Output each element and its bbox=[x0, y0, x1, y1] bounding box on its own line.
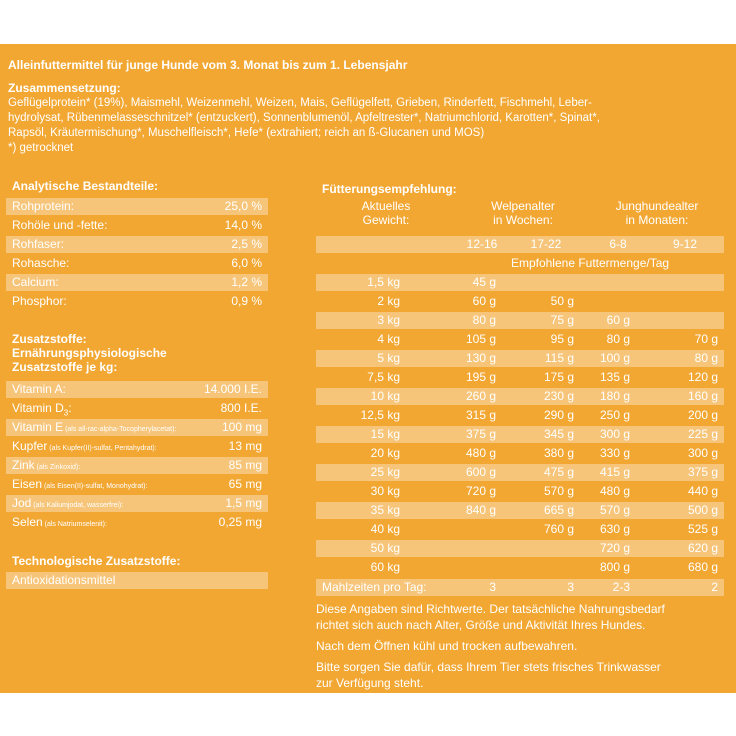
product-info-panel bbox=[0, 44, 736, 693]
weight-cell: 40 kg bbox=[370, 522, 400, 536]
amount-cell: 620 g bbox=[687, 541, 718, 555]
amount-cell: 315 g bbox=[465, 408, 496, 422]
amount-cell: 260 g bbox=[465, 389, 496, 403]
additive-row: Vitamin E (als all-rac-alpha-Tocopherylacetat): 100 mg bbox=[6, 419, 268, 436]
amount-cell: 95 g bbox=[550, 332, 574, 346]
note-text: Bitte sorgen Sie dafür, dass Ihrem Tier stets frisches Trinkwasser bbox=[316, 660, 661, 674]
amount-cell: 60 g bbox=[472, 294, 496, 308]
amount-cell: 760 g bbox=[543, 522, 574, 536]
amount-cell: 135 g bbox=[599, 370, 630, 384]
additives-heading: Zusatzstoffe je kg: bbox=[12, 360, 118, 374]
feeding-row bbox=[316, 369, 724, 386]
note-text: Diese Angaben sind Richtwerte. Der tatsächliche Nahrungsbedarf bbox=[316, 602, 665, 616]
weight-cell: 30 kg bbox=[370, 484, 400, 498]
amount-cell: 380 g bbox=[543, 446, 574, 460]
amount-cell: 70 g bbox=[694, 332, 718, 346]
meals-row: Mahlzeiten pro Tag: 3 3 2-3 2 bbox=[316, 579, 724, 596]
additive-row: Zink (als Zinkoxid): 85 mg bbox=[6, 457, 268, 474]
feeding-row bbox=[316, 559, 724, 576]
age-range-row: 12-16 17-22 6-8 9-12 bbox=[316, 236, 724, 253]
composition-line: Rapsöl, Kräutermischung*, Muschelfleisch*, Hefe* (extrahiert; reich an ß-Glucanen und MOS) bbox=[8, 127, 485, 139]
weight-cell: 60 kg bbox=[370, 560, 400, 574]
additive-row: Eisen (als Eisen(II)-sulfat, Monohydrat): 65 mg bbox=[12, 477, 262, 491]
analytical-row: Calcium: 1,2 % bbox=[6, 274, 268, 291]
additives-heading: Ernährungsphysiologische bbox=[12, 346, 167, 360]
col-weight-header: Aktuelles Gewicht: bbox=[361, 199, 411, 227]
amount-cell: 600 g bbox=[465, 465, 496, 479]
weight-cell: 4 kg bbox=[377, 332, 400, 346]
weight-cell: 7,5 kg bbox=[367, 370, 400, 384]
amount-cell: 480 g bbox=[599, 484, 630, 498]
analytical-row: Phosphor: 0,9 % bbox=[12, 294, 262, 308]
amount-cell: 840 g bbox=[465, 503, 496, 517]
amount-cell: 375 g bbox=[687, 465, 718, 479]
amount-cell: 180 g bbox=[599, 389, 630, 403]
feeding-row bbox=[316, 502, 724, 519]
amount-cell: 300 g bbox=[599, 427, 630, 441]
additive-row: Selen (als Natriumselenit): 0,25 mg bbox=[12, 515, 262, 529]
amount-cell: 105 g bbox=[465, 332, 496, 346]
feeding-row bbox=[316, 445, 724, 462]
feeding-heading: Fütterungsempfehlung: bbox=[322, 182, 457, 196]
weight-cell: 1,5 kg bbox=[367, 275, 400, 289]
feeding-row bbox=[316, 274, 724, 291]
weight-cell: 2 kg bbox=[377, 294, 400, 308]
feeding-row bbox=[316, 350, 724, 367]
amount-cell: 250 g bbox=[599, 408, 630, 422]
weight-cell: 10 kg bbox=[370, 389, 400, 403]
amount-cell: 570 g bbox=[543, 484, 574, 498]
feeding-row bbox=[316, 540, 724, 557]
weight-cell: 20 kg bbox=[370, 446, 400, 460]
analytical-heading: Analytische Bestandteile: bbox=[12, 179, 159, 193]
tech-heading: Technologische Zusatzstoffe: bbox=[12, 554, 181, 568]
note-text: zur Verfügung steht. bbox=[316, 676, 424, 690]
amount-cell: 440 g bbox=[687, 484, 718, 498]
additive-row: Vitamin A: 14.000 I.E. bbox=[6, 381, 268, 398]
amount-cell: 480 g bbox=[465, 446, 496, 460]
tech-row: Antioxidationsmittel bbox=[6, 572, 268, 589]
note-text: Nach dem Öffnen kühl und trocken aufbewahren. bbox=[316, 639, 578, 653]
amount-cell: 720 g bbox=[599, 541, 630, 555]
weight-cell: 12,5 kg bbox=[360, 408, 400, 422]
amount-cell: 80 g bbox=[694, 351, 718, 365]
additives-heading: Zusatzstoffe: bbox=[12, 332, 87, 346]
amount-cell: 525 g bbox=[687, 522, 718, 536]
weight-cell: 25 kg bbox=[370, 465, 400, 479]
composition-line: hydrolysat, Rübenmelasseschnitzel* (entzuckert), Sonnenblumenöl, Apfeltrester*, Natriumchlorid, Karotten*, Spinat*, bbox=[8, 112, 600, 124]
feeding-row bbox=[316, 388, 724, 405]
amount-cell: 800 g bbox=[599, 560, 630, 574]
amount-cell: 330 g bbox=[599, 446, 630, 460]
feeding-row bbox=[316, 426, 724, 443]
amount-cell: 225 g bbox=[687, 427, 718, 441]
composition-line: Geflügelprotein* (19%), Maismehl, Weizenmehl, Weizen, Mais, Geflügelfett, Grieben, Rinderfett, Fischmehl, Leber- bbox=[8, 97, 592, 109]
analytical-row: Rohprotein: 25,0 % bbox=[6, 198, 268, 215]
amount-cell: 720 g bbox=[465, 484, 496, 498]
amount-cell: 200 g bbox=[687, 408, 718, 422]
weight-cell: 5 kg bbox=[377, 351, 400, 365]
amount-cell: 175 g bbox=[543, 370, 574, 384]
amount-cell: 130 g bbox=[465, 351, 496, 365]
analytical-row: Rohfaser: 2,5 % bbox=[6, 236, 268, 253]
amount-cell: 45 g bbox=[472, 275, 496, 289]
amount-cell: 290 g bbox=[543, 408, 574, 422]
weight-cell: 15 kg bbox=[370, 427, 400, 441]
feeding-row bbox=[316, 521, 724, 538]
amount-cell: 75 g bbox=[550, 313, 574, 327]
amount-cell: 375 g bbox=[465, 427, 496, 441]
feeding-row bbox=[316, 331, 724, 348]
amount-cell: 570 g bbox=[599, 503, 630, 517]
feeding-row bbox=[316, 312, 724, 329]
feeding-row bbox=[316, 483, 724, 500]
feeding-row bbox=[316, 293, 724, 310]
amount-cell: 300 g bbox=[687, 446, 718, 460]
additive-row: Vitamin $D_3$: 800 I.E. bbox=[12, 401, 262, 418]
analytical-row: Rohöle und -fette: 14,0 % bbox=[12, 218, 262, 232]
amount-cell: 120 g bbox=[687, 370, 718, 384]
amount-cell: 160 g bbox=[687, 389, 718, 403]
product-title: Alleinfuttermittel für junge Hunde vom 3. Monat bis zum 1. Lebensjahr bbox=[8, 58, 408, 72]
amount-cell: 680 g bbox=[687, 560, 718, 574]
weight-cell: 3 kg bbox=[377, 313, 400, 327]
amount-cell: 80 g bbox=[606, 332, 630, 346]
note-text: richtet sich auch nach Alter, Größe und Aktivität Ihres Hundes. bbox=[316, 618, 646, 632]
additive-row: Kupfer (als Kupfer(II)-sulfat, Pentahydrat): 13 mg bbox=[12, 439, 262, 453]
amount-cell: 60 g bbox=[606, 313, 630, 327]
weight-cell: 50 kg bbox=[370, 541, 400, 555]
amount-cell: 345 g bbox=[543, 427, 574, 441]
composition-heading: Zusammensetzung: bbox=[8, 81, 121, 95]
amount-label: Empfohlene Futtermenge/Tag bbox=[510, 256, 670, 270]
amount-cell: 80 g bbox=[472, 313, 496, 327]
amount-cell: 50 g bbox=[550, 294, 574, 308]
col-junior-header: Junghundealter in Monaten: bbox=[615, 199, 699, 227]
amount-cell: 500 g bbox=[687, 503, 718, 517]
amount-cell: 415 g bbox=[599, 465, 630, 479]
col-puppy-header: Welpenalter in Wochen: bbox=[491, 199, 555, 227]
amount-cell: 195 g bbox=[465, 370, 496, 384]
feeding-row bbox=[316, 464, 724, 481]
amount-cell: 665 g bbox=[543, 503, 574, 517]
composition-footnote: *) getrocknet bbox=[8, 142, 74, 154]
amount-cell: 230 g bbox=[543, 389, 574, 403]
additive-row: Jod (als Kaliumjodat, wasserfrei): 1,5 mg bbox=[6, 495, 268, 512]
amount-cell: 630 g bbox=[599, 522, 630, 536]
amount-cell: 475 g bbox=[543, 465, 574, 479]
amount-cell: 100 g bbox=[599, 351, 630, 365]
weight-cell: 35 kg bbox=[370, 503, 400, 517]
analytical-row: Rohasche: 6,0 % bbox=[12, 256, 262, 270]
feeding-row bbox=[316, 407, 724, 424]
amount-cell: 115 g bbox=[544, 351, 574, 365]
